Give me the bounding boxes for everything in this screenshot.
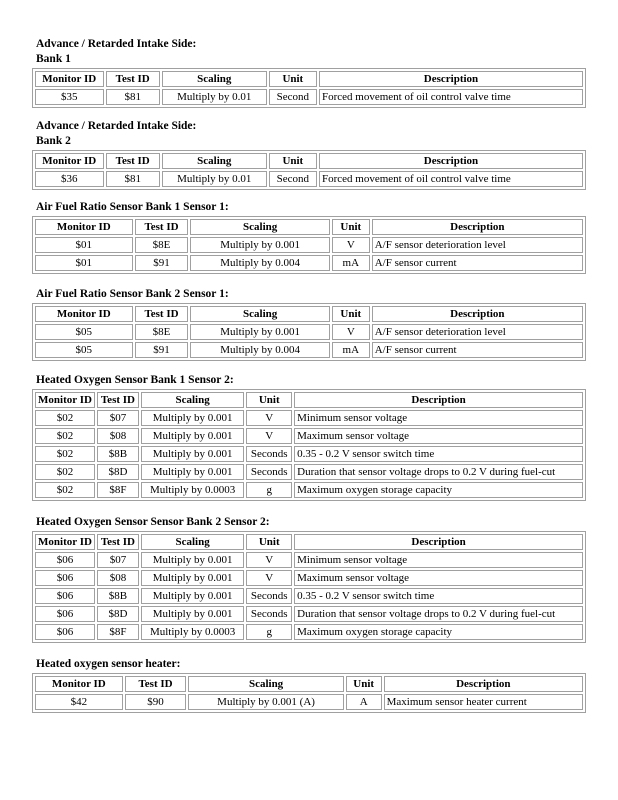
table-section <box>32 120 586 190</box>
cell-scaling: Multiply by 0.001 <box>190 237 329 253</box>
header-unit: Unit <box>346 676 382 692</box>
table-row <box>35 342 583 358</box>
cell-description: Maximum sensor voltage <box>294 428 583 444</box>
cell-unit: Seconds <box>246 606 292 622</box>
cell-description: A/F sensor deterioration level <box>372 324 583 340</box>
header-test-id: Test ID <box>97 392 139 408</box>
header-test-id: Test ID <box>125 676 187 692</box>
cell-unit: V <box>246 570 292 586</box>
cell-unit: V <box>246 552 292 568</box>
table-header-row <box>35 153 583 169</box>
section-title: Heated Oxygen Sensor Bank 1 Sensor 2: <box>36 374 234 386</box>
cell-test-id: $08 <box>97 428 139 444</box>
cell-description: Maximum sensor heater current <box>384 694 583 710</box>
cell-scaling: Multiply by 0.001 <box>141 464 244 480</box>
header-scaling: Scaling <box>188 676 343 692</box>
table-row <box>35 588 583 604</box>
table-header-row <box>35 676 583 692</box>
table-row <box>35 89 583 105</box>
cell-test-id: $8F <box>97 624 139 640</box>
cell-unit: Seconds <box>246 446 292 462</box>
cell-scaling: Multiply by 0.001 <box>141 570 244 586</box>
cell-scaling: Multiply by 0.01 <box>162 171 267 187</box>
cell-scaling: Multiply by 0.001 <box>141 446 244 462</box>
cell-unit: g <box>246 482 292 498</box>
cell-test-id: $8D <box>97 606 139 622</box>
cell-monitor-id: $02 <box>35 410 95 426</box>
cell-test-id: $90 <box>125 694 187 710</box>
cell-description: A/F sensor deterioration level <box>372 237 583 253</box>
table-row <box>35 464 583 480</box>
cell-description: Maximum oxygen storage capacity <box>294 624 583 640</box>
section-title: Heated Oxygen Sensor Sensor Bank 2 Sensor 2: <box>36 516 270 528</box>
monitor-table <box>32 68 586 108</box>
cell-scaling: Multiply by 0.004 <box>190 255 329 271</box>
table-row <box>35 324 583 340</box>
cell-test-id: $81 <box>106 171 160 187</box>
monitor-table <box>32 389 586 501</box>
cell-test-id: $8D <box>97 464 139 480</box>
section-title: Advance / Retarded Intake Side: <box>36 120 197 132</box>
cell-scaling: Multiply by 0.001 <box>141 552 244 568</box>
cell-description: 0.35 - 0.2 V sensor switch time <box>294 446 583 462</box>
cell-description: A/F sensor current <box>372 342 583 358</box>
monitor-table <box>32 673 586 713</box>
section-title: Bank 1 <box>36 53 71 65</box>
header-monitor-id: Monitor ID <box>35 306 133 322</box>
monitor-table <box>32 303 586 361</box>
cell-description: A/F sensor current <box>372 255 583 271</box>
header-monitor-id: Monitor ID <box>35 219 133 235</box>
table-header-row <box>35 306 583 322</box>
cell-monitor-id: $01 <box>35 237 133 253</box>
cell-monitor-id: $06 <box>35 588 95 604</box>
cell-monitor-id: $02 <box>35 446 95 462</box>
cell-scaling: Multiply by 0.001 <box>141 410 244 426</box>
monitor-table <box>32 216 586 274</box>
cell-unit: V <box>332 237 370 253</box>
cell-monitor-id: $06 <box>35 624 95 640</box>
header-unit: Unit <box>246 392 292 408</box>
cell-test-id: $07 <box>97 552 139 568</box>
section-title: Air Fuel Ratio Sensor Bank 2 Sensor 1: <box>36 288 229 300</box>
cell-unit: V <box>246 410 292 426</box>
table-header-row <box>35 534 583 550</box>
header-unit: Unit <box>332 219 370 235</box>
table-row <box>35 255 583 271</box>
header-monitor-id: Monitor ID <box>35 392 95 408</box>
table-row <box>35 624 583 640</box>
cell-description: Maximum oxygen storage capacity <box>294 482 583 498</box>
table-header-row <box>35 219 583 235</box>
header-unit: Unit <box>332 306 370 322</box>
cell-test-id: $8E <box>135 324 189 340</box>
table-row <box>35 410 583 426</box>
cell-test-id: $8B <box>97 446 139 462</box>
table-section <box>32 288 586 361</box>
header-scaling: Scaling <box>141 392 244 408</box>
table-header-row <box>35 392 583 408</box>
table-row <box>35 428 583 444</box>
cell-scaling: Multiply by 0.0003 <box>141 482 244 498</box>
header-scaling: Scaling <box>162 71 267 87</box>
cell-unit: V <box>246 428 292 444</box>
cell-unit: Seconds <box>246 588 292 604</box>
header-description: Description <box>294 534 583 550</box>
header-description: Description <box>319 153 583 169</box>
table-row <box>35 570 583 586</box>
cell-test-id: $07 <box>97 410 139 426</box>
cell-test-id: $81 <box>106 89 160 105</box>
cell-unit: mA <box>332 342 370 358</box>
header-description: Description <box>294 392 583 408</box>
header-monitor-id: Monitor ID <box>35 71 104 87</box>
cell-test-id: $8F <box>97 482 139 498</box>
table-row <box>35 171 583 187</box>
cell-monitor-id: $05 <box>35 342 133 358</box>
cell-scaling: Multiply by 0.0003 <box>141 624 244 640</box>
header-scaling: Scaling <box>190 219 329 235</box>
cell-description: Forced movement of oil control valve time <box>319 89 583 105</box>
header-unit: Unit <box>246 534 292 550</box>
header-description: Description <box>372 219 583 235</box>
cell-scaling: Multiply by 0.001 <box>141 588 244 604</box>
cell-monitor-id: $06 <box>35 570 95 586</box>
cell-unit: mA <box>332 255 370 271</box>
header-monitor-id: Monitor ID <box>35 153 104 169</box>
table-section <box>32 374 586 501</box>
section-title: Bank 2 <box>36 135 71 147</box>
cell-test-id: $08 <box>97 570 139 586</box>
cell-description: 0.35 - 0.2 V sensor switch time <box>294 588 583 604</box>
cell-unit: Second <box>269 89 317 105</box>
header-test-id: Test ID <box>97 534 139 550</box>
monitor-table <box>32 531 586 643</box>
table-section <box>32 201 586 274</box>
cell-unit: Second <box>269 171 317 187</box>
monitor-table <box>32 150 586 190</box>
table-row <box>35 552 583 568</box>
cell-monitor-id: $06 <box>35 552 95 568</box>
header-description: Description <box>372 306 583 322</box>
cell-monitor-id: $02 <box>35 464 95 480</box>
table-row <box>35 446 583 462</box>
cell-monitor-id: $02 <box>35 428 95 444</box>
cell-scaling: Multiply by 0.001 <box>141 606 244 622</box>
cell-monitor-id: $35 <box>35 89 104 105</box>
cell-monitor-id: $06 <box>35 606 95 622</box>
cell-description: Forced movement of oil control valve time <box>319 171 583 187</box>
header-test-id: Test ID <box>106 153 160 169</box>
cell-description: Duration that sensor voltage drops to 0.2 V during fuel-cut <box>294 606 583 622</box>
cell-unit: A <box>346 694 382 710</box>
cell-scaling: Multiply by 0.001 <box>190 324 329 340</box>
header-test-id: Test ID <box>135 219 189 235</box>
table-section <box>32 516 586 643</box>
table-row <box>35 694 583 710</box>
cell-monitor-id: $02 <box>35 482 95 498</box>
cell-unit: g <box>246 624 292 640</box>
header-monitor-id: Monitor ID <box>35 534 95 550</box>
cell-monitor-id: $36 <box>35 171 104 187</box>
section-title: Advance / Retarded Intake Side: <box>36 38 197 50</box>
section-title: Air Fuel Ratio Sensor Bank 1 Sensor 1: <box>36 201 229 213</box>
table-header-row <box>35 71 583 87</box>
table-row <box>35 606 583 622</box>
table-row <box>35 482 583 498</box>
cell-scaling: Multiply by 0.001 <box>141 428 244 444</box>
header-test-id: Test ID <box>135 306 189 322</box>
header-scaling: Scaling <box>141 534 244 550</box>
header-scaling: Scaling <box>162 153 267 169</box>
header-test-id: Test ID <box>106 71 160 87</box>
cell-test-id: $8B <box>97 588 139 604</box>
cell-monitor-id: $01 <box>35 255 133 271</box>
table-row <box>35 237 583 253</box>
header-unit: Unit <box>269 153 317 169</box>
cell-unit: V <box>332 324 370 340</box>
cell-scaling: Multiply by 0.001 (A) <box>188 694 343 710</box>
cell-description: Duration that sensor voltage drops to 0.2 V during fuel-cut <box>294 464 583 480</box>
header-scaling: Scaling <box>190 306 329 322</box>
cell-test-id: $8E <box>135 237 189 253</box>
cell-monitor-id: $42 <box>35 694 123 710</box>
section-title: Heated oxygen sensor heater: <box>36 658 181 670</box>
table-section <box>32 38 586 108</box>
cell-test-id: $91 <box>135 255 189 271</box>
cell-monitor-id: $05 <box>35 324 133 340</box>
header-unit: Unit <box>269 71 317 87</box>
header-description: Description <box>384 676 583 692</box>
cell-unit: Seconds <box>246 464 292 480</box>
header-description: Description <box>319 71 583 87</box>
cell-description: Maximum sensor voltage <box>294 570 583 586</box>
cell-test-id: $91 <box>135 342 189 358</box>
cell-description: Minimum sensor voltage <box>294 410 583 426</box>
cell-description: Minimum sensor voltage <box>294 552 583 568</box>
cell-scaling: Multiply by 0.01 <box>162 89 267 105</box>
table-section <box>32 658 586 713</box>
header-monitor-id: Monitor ID <box>35 676 123 692</box>
cell-scaling: Multiply by 0.004 <box>190 342 329 358</box>
